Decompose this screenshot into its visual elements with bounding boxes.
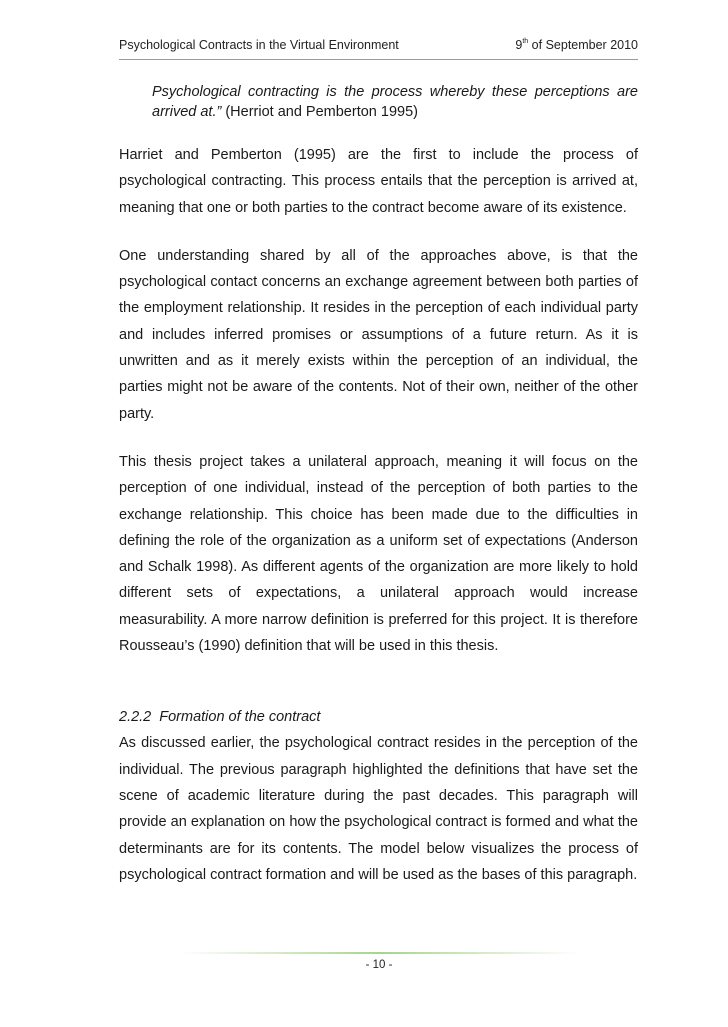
footer-divider xyxy=(180,952,580,954)
section-heading xyxy=(119,704,638,730)
page-body xyxy=(119,82,638,888)
page-header xyxy=(119,38,638,58)
paragraph-1: Harriet and Pemberton (1995) are the first to include the process of psychological contracting. This process entails that the perception is arrived at, meaning that one or both parties to the contract become aware of its existence. xyxy=(119,147,638,216)
quote-citation: (Herriot and Pemberton 1995) xyxy=(221,104,418,120)
paragraph-2: One understanding shared by all of the approaches above, is that the psychological contact concerns an exchange agreement between both parties of the employment relationship. It resides in the perception of each individual party and includes inferred promises or assumptions of a future return. As it is unwritten and as it merely exists within the perception of an individual, the parties might not be aware of the contents. Not of their own, neither of the other party. xyxy=(119,247,638,422)
block-quote xyxy=(152,82,638,122)
date-suffix: th xyxy=(522,38,529,45)
paragraph-3: This thesis project takes a unilateral approach, meaning it will focus on the perception of one individual, instead of the perception of both parties to the exchange relationship. This choice has been made due to the difficulties in defining the role of the organization as a uniform set of expectations (Anderson and Schalk 1998). As different agents of the organization are more likely to hold different sets of expectations, a unilateral approach would increase measurability. A more narrow definition is preferred for this project. It is therefore Rousseau’s (1990) definition that will be used in this thesis. xyxy=(119,453,638,655)
date-day: 9 xyxy=(515,38,523,52)
section-number: 2.2.2 xyxy=(119,709,152,726)
date-rest: of September 2010 xyxy=(528,38,638,52)
header-divider xyxy=(119,59,638,60)
header-date xyxy=(515,38,638,52)
section-title: Formation of the contract xyxy=(159,709,321,726)
page-number: - 10 - xyxy=(365,959,393,971)
section-paragraph: As discussed earlier, the psychological contract resides in the perception of the individual. The previous paragraph highlighted the definitions that have set the scene of academic literature during the past decades. This paragraph will provide an explanation on how the psychological contract is formed and what the determinants are for its contents. The model below visualizes the process of psychological contract formation and will be used as the bases of this paragraph. xyxy=(119,735,638,883)
quote-text: Psychological contracting is the process whereby these perceptions are arrived at.” xyxy=(152,84,638,120)
running-title: Psychological Contracts in the Virtual Environment xyxy=(119,38,399,52)
